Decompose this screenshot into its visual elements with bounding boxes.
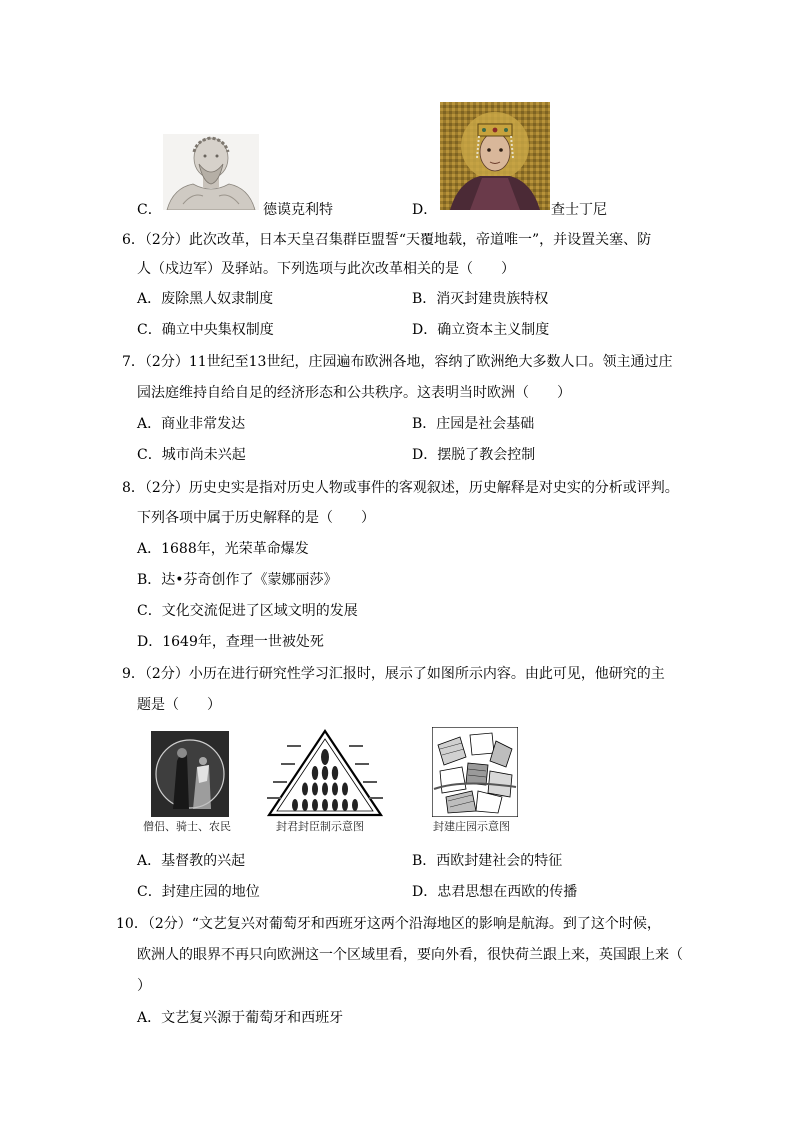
q7-option-b[interactable]: B．庄园是社会基础 xyxy=(412,416,535,432)
q6-stem-line2: 人（戍边军）及驿站。下列选项与此次改革相关的是（ ） xyxy=(137,261,515,277)
democritus-bust-image xyxy=(163,134,259,210)
q6-option-c[interactable]: C．确立中央集权制度 xyxy=(137,322,274,338)
q7-option-d[interactable]: D．摆脱了教会控制 xyxy=(412,447,536,463)
q7-stem-line1: 7．（2分）11世纪至13世纪，庄园遍布欧洲各地，容纳了欧洲绝大多数人口。领主通过庄 xyxy=(122,354,673,370)
q9-option-a[interactable]: A．基督教的兴起 xyxy=(137,853,246,869)
q10-stem-line1: 10．（2分）“文艺复兴对葡萄牙和西班牙这两个沿海地区的影响是航海。到了这个时候， xyxy=(116,916,661,932)
q5-option-c-letter[interactable]: C． xyxy=(137,202,162,218)
q9-option-d[interactable]: D．忠君思想在西欧的传播 xyxy=(412,884,578,900)
q9-figure3-caption: 封建庄园示意图 xyxy=(433,820,510,833)
q8-stem-line2: 下列各项中属于历史解释的是（ ） xyxy=(137,510,375,526)
justinian-mosaic-image xyxy=(440,102,550,210)
q8-option-d[interactable]: D．1649年，查理一世被处死 xyxy=(137,634,324,650)
q7-stem-line2: 园法庭维持自给自足的经济形态和公共秩序。这表明当时欧洲（ ） xyxy=(137,385,571,401)
q8-option-a[interactable]: A．1688年，光荣革命爆发 xyxy=(137,541,309,557)
q9-option-b[interactable]: B．西欧封建社会的特征 xyxy=(412,853,563,869)
q9-figure1-caption: 僧侣、骑士、农民 xyxy=(143,820,231,833)
q9-stem-line1: 9．（2分）小历在进行研究性学习汇报时，展示了如图所示内容。由此可见，他研究的主 xyxy=(122,666,665,682)
q5-option-c-caption: 德谟克利特 xyxy=(263,202,333,218)
q9-stem-line2: 题是（ ） xyxy=(137,697,221,713)
q7-option-c[interactable]: C．城市尚未兴起 xyxy=(137,447,246,463)
q6-option-b[interactable]: B．消灭封建贵族特权 xyxy=(412,291,549,307)
q10-stem-line2: 欧洲人的眼界不再只向欧洲这一个区域里看，要向外看，很快荷兰跟上来，英国跟上来（ xyxy=(137,947,683,963)
q10-option-a[interactable]: A．文艺复兴源于葡萄牙和西班牙 xyxy=(137,1010,344,1026)
q8-option-b[interactable]: B．达•芬奇创作了《蒙娜丽莎》 xyxy=(137,572,338,588)
feudal-pyramid-diagram xyxy=(263,729,387,817)
q6-option-d[interactable]: D．确立资本主义制度 xyxy=(412,322,550,338)
q8-stem-line1: 8．（2分）历史史实是指对历史人物或事件的客观叙述，历史解释是对史实的分析或评判。 xyxy=(122,480,679,496)
q6-option-a[interactable]: A．废除黑人奴隶制度 xyxy=(137,291,274,307)
feudal-manor-map xyxy=(432,727,518,817)
q5-option-d-letter[interactable]: D． xyxy=(412,202,438,218)
q5-option-d-caption: 查士丁尼 xyxy=(551,202,607,218)
q10-stem-line3: ） xyxy=(137,978,151,994)
q9-option-c[interactable]: C．封建庄园的地位 xyxy=(137,884,260,900)
q6-stem-line1: 6．（2分）此次改革，日本天皇召集群臣盟誓“天覆地载，帝道唯一”，并设置关塞、防 xyxy=(122,232,652,248)
q8-option-c[interactable]: C．文化交流促进了区域文明的发展 xyxy=(137,603,358,619)
q7-option-a[interactable]: A．商业非常发达 xyxy=(137,416,246,432)
clergy-knights-peasants-image xyxy=(151,731,229,817)
q9-figure2-caption: 封君封臣制示意图 xyxy=(276,820,364,833)
